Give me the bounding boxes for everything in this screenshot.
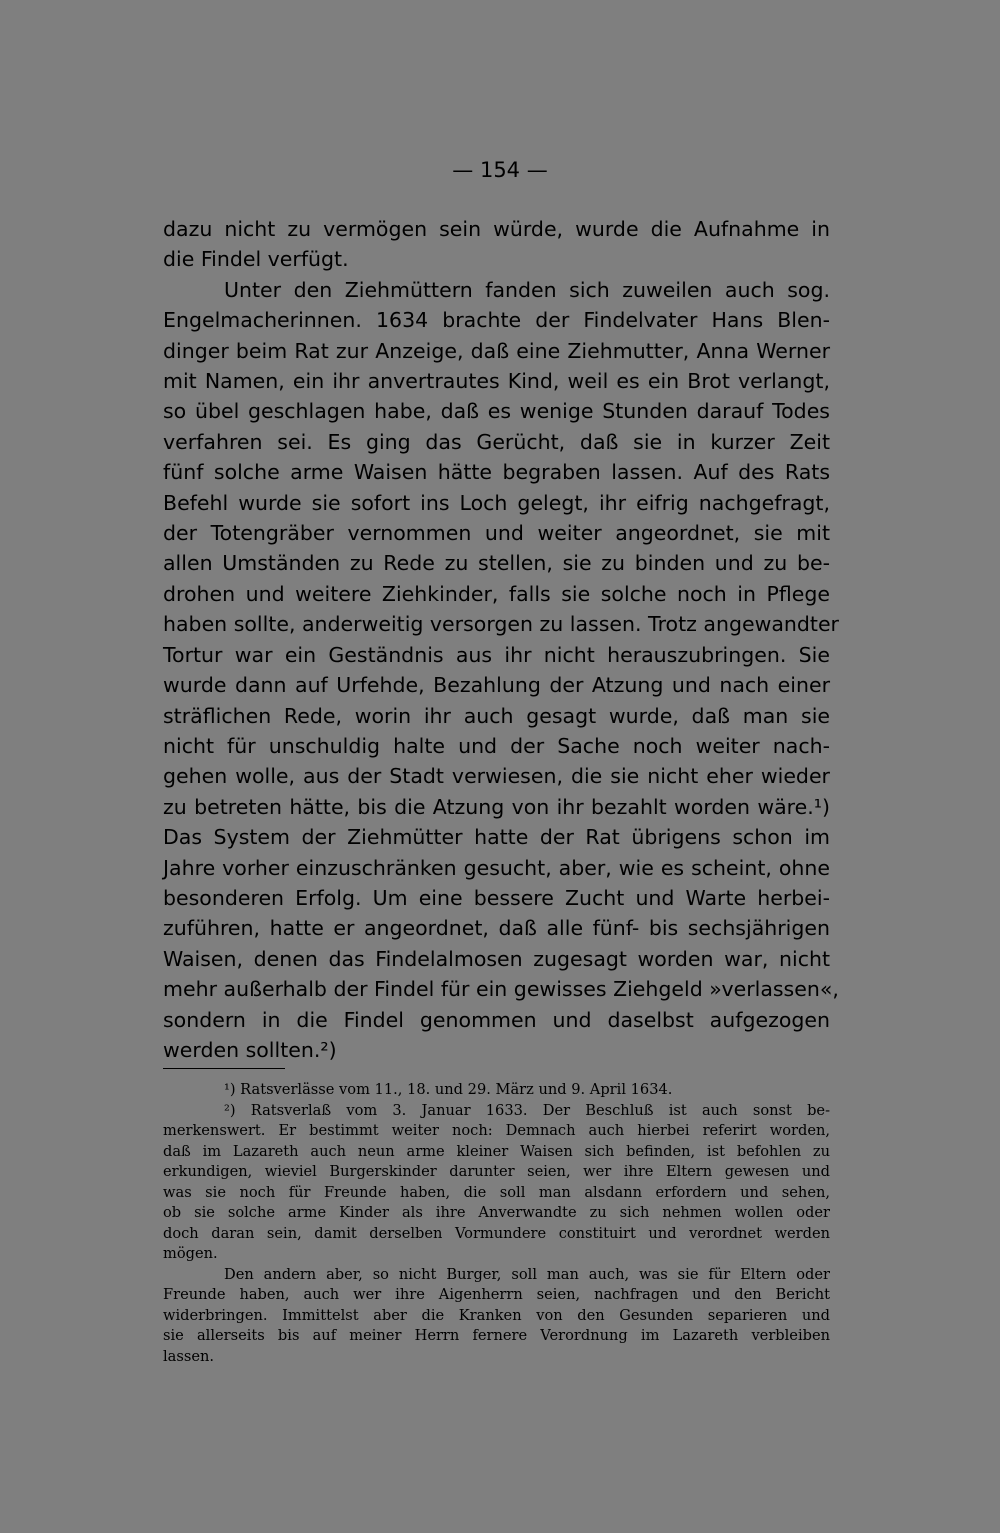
body-line: haben sollte, anderweitig versorgen zu lassen. Trotz angewandter [163, 612, 839, 637]
page-number: — 154 — [452, 158, 548, 182]
footnote-line: doch daran sein, damit derselben Vormundere constituirt und verordnet werden [163, 1224, 830, 1242]
footnote-line: merkenswert. Er bestimmt weiter noch: Demnach auch hierbei referirt worden, [163, 1122, 830, 1139]
body-line: Das System der Ziehmütter hatte der Rat übrigens schon im [163, 825, 830, 850]
footnote-line: mögen. [163, 1245, 218, 1262]
footnote-line: Freunde haben, auch wer ihre Aigenherrn seien, nachfragen und den Bericht [163, 1286, 830, 1303]
body-line: besonderen Erfolg. Um eine bessere Zucht und Warte herbei- [163, 885, 830, 910]
body-line: fünf solche arme Waisen hätte begraben lassen. Auf des Rats [163, 460, 830, 485]
body-line: Unter den Ziehmüttern fanden sich zuweilen auch sog. [224, 277, 830, 302]
body-line: der Totengräber vernommen und weiter angeordnet, sie mit [163, 521, 830, 546]
footnote-line: ²) Ratsverlaß vom 3. Januar 1633. Der Beschluß ist auch sonst be- [224, 1101, 830, 1119]
body-line: Engelmacherinnen. 1634 brachte der Findelvater Hans Blen- [163, 308, 830, 333]
footnote-divider [163, 1068, 285, 1069]
body-line: wurde dann auf Urfehde, Bezahlung der Atzung und nach einer [163, 673, 830, 698]
body-line: mit Namen, ein ihr anvertrautes Kind, weil es ein Brot verlangt, [163, 369, 830, 394]
footnote-line: was sie noch für Freunde haben, die soll man alsdann erfordern und sehen, [163, 1183, 830, 1201]
body-line: dinger beim Rat zur Anzeige, daß eine Ziehmutter, Anna Werner [163, 338, 830, 363]
body-line: Waisen, denen das Findelalmosen zugesagt worden war, nicht [163, 946, 830, 971]
footnote-line: sie allerseits bis auf meiner Herrn fernere Verordnung im Lazareth verbleiben [163, 1327, 830, 1344]
footnote-line: lassen. [163, 1347, 215, 1365]
body-line: gehen wolle, aus der Stadt verwiesen, die sie nicht eher wieder [163, 764, 830, 789]
footnotes [163, 1080, 830, 1367]
footnote-line: widerbringen. Immittelst aber die Kranken von den Gesunden separieren und [163, 1306, 830, 1324]
body-line: mehr außerhalb der Findel für ein gewisses Ziehgeld »verlassen«, [163, 977, 839, 1002]
body-line: dazu nicht zu vermögen sein würde, wurde die Aufnahme in [163, 217, 830, 241]
footnote-line: erkundigen, wieviel Burgerskinder darunter seien, wer ihre Eltern gewesen und [163, 1163, 830, 1180]
body-line: sträflichen Rede, worin ihr auch gesagt wurde, daß man sie [163, 703, 830, 728]
body-line: zu betreten hätte, bis die Atzung von ihr bezahlt worden wäre.¹) [163, 794, 830, 819]
body-line: nicht für unschuldig halte und der Sache noch weiter nach- [163, 733, 830, 758]
body-line: drohen und weitere Ziehkinder, falls sie solche noch in Pflege [163, 581, 830, 606]
footnote-line: daß im Lazareth auch neun arme kleiner Waisen sich befinden, ist befohlen zu [163, 1142, 830, 1160]
body-line: Tortur war ein Geständnis aus ihr nicht herauszubringen. Sie [163, 642, 830, 667]
footnote-line: ¹) Ratsverlässe vom 11., 18. und 29. März und 9. April 1634. [224, 1081, 673, 1098]
body-line: so übel geschlagen habe, daß es wenige Stunden darauf Todes [163, 399, 830, 424]
body-text [163, 214, 839, 1065]
footnote-line: Den andern aber, so nicht Burger, soll man auch, was sie für Eltern oder [224, 1265, 830, 1283]
body-line: sondern in die Findel genommen und daselbst aufgezogen [163, 1007, 830, 1032]
body-line: allen Umständen zu Rede zu stellen, sie zu binden und zu be- [163, 551, 830, 576]
body-line: verfahren sei. Es ging das Gerücht, daß sie in kurzer Zeit [163, 429, 830, 454]
body-line: zuführen, hatte er angeordnet, daß alle fünf- bis sechsjährigen [163, 916, 830, 941]
footnote-line: ob sie solche arme Kinder als ihre Anverwandte zu sich nehmen wollen oder [163, 1204, 830, 1221]
body-line: die Findel verfügt. [163, 247, 349, 272]
body-line: werden sollten.²) [163, 1037, 337, 1062]
body-line: Jahre vorher einzuschränken gesucht, aber, wie es scheint, ohne [163, 855, 830, 880]
body-line: Befehl wurde sie sofort ins Loch gelegt, ihr eifrig nachgefragt, [163, 490, 830, 515]
